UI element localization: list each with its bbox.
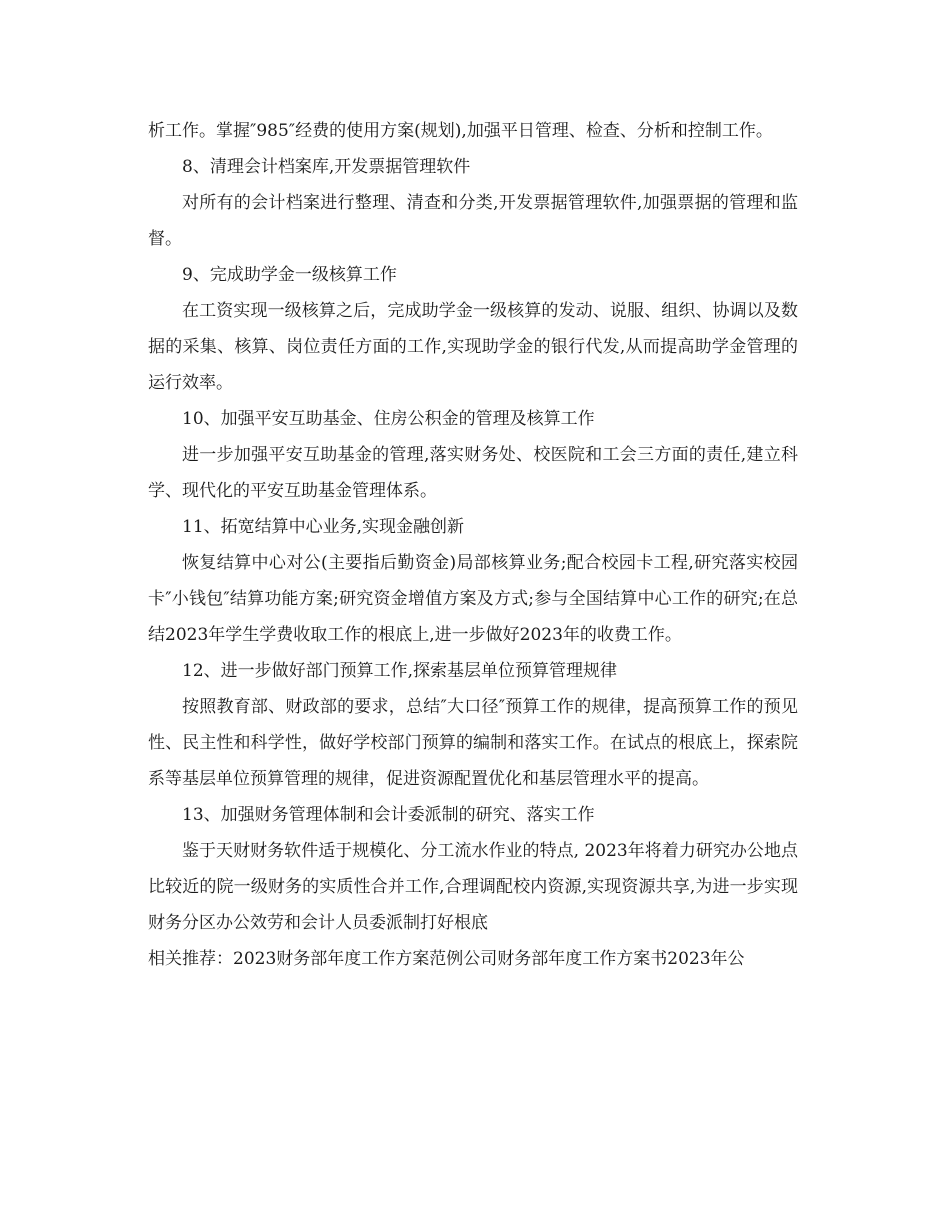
document-body: [148, 113, 798, 977]
section-body-8: 对所有的会计档案进行整理、清查和分类,开发票据管理软件,加强票据的管理和监督。: [148, 193, 798, 249]
section-body-9: 在工资实现一级核算之后，完成助学金一级核算的发动、说服、组织、协调以及数据的采集、核算、岗位责任方面的工作,实现助学金的银行代发,从而提高助学金管理的运行效率。: [148, 301, 798, 393]
intro-continuation: 析工作。掌握″985″经费的使用方案(规划),加强平日管理、检查、分析和控制工作。: [148, 121, 773, 141]
section-heading-12: 12、进一步做好部门预算工作,探索基层单位预算管理规律: [182, 661, 618, 681]
section-heading-10: 10、加强平安互助基金、住房公积金的管理及核算工作: [182, 409, 595, 429]
section-heading-11: 11、拓宽结算中心业务,实现金融创新: [182, 517, 465, 537]
section-body-12: 按照教育部、财政部的要求，总结″大口径″预算工作的规律，提高预算工作的预见性、民主性和科学性，做好学校部门预算的编制和落实工作。在试点的根底上，探索院系等基层单位预算管理的规律，促进资源配置优化和基层管理水平的提高。: [148, 697, 798, 789]
related-recommendations: 相关推荐：2023财务部年度工作方案范例公司财务部年度工作方案书2023年公: [148, 949, 745, 969]
section-heading-8: 8、清理会计档案库,开发票据管理软件: [182, 157, 471, 177]
section-body-13: 鉴于天财财务软件适于规模化、分工流水作业的特点, 2023年将着力研究办公地点比较近的院一级财务的实质性合并工作,合理调配校内资源,实现资源共享,为进一步实现财务分区办公效劳和会计人员委派制打好根底: [148, 841, 798, 933]
section-body-10: 进一步加强平安互助基金的管理,落实财务处、校医院和工会三方面的责任,建立科学、现代化的平安互助基金管理体系。: [148, 445, 798, 501]
section-heading-9: 9、完成助学金一级核算工作: [182, 265, 397, 285]
section-heading-13: 13、加强财务管理体制和会计委派制的研究、落实工作: [182, 805, 595, 825]
section-body-11: 恢复结算中心对公(主要指后勤资金)局部核算业务;配合校园卡工程,研究落实校园卡″小钱包″结算功能方案;研究资金增值方案及方式;参与全国结算中心工作的研究;在总结2023年学生学费收取工作的根底上,进一步做好2023年的收费工作。: [148, 553, 798, 645]
